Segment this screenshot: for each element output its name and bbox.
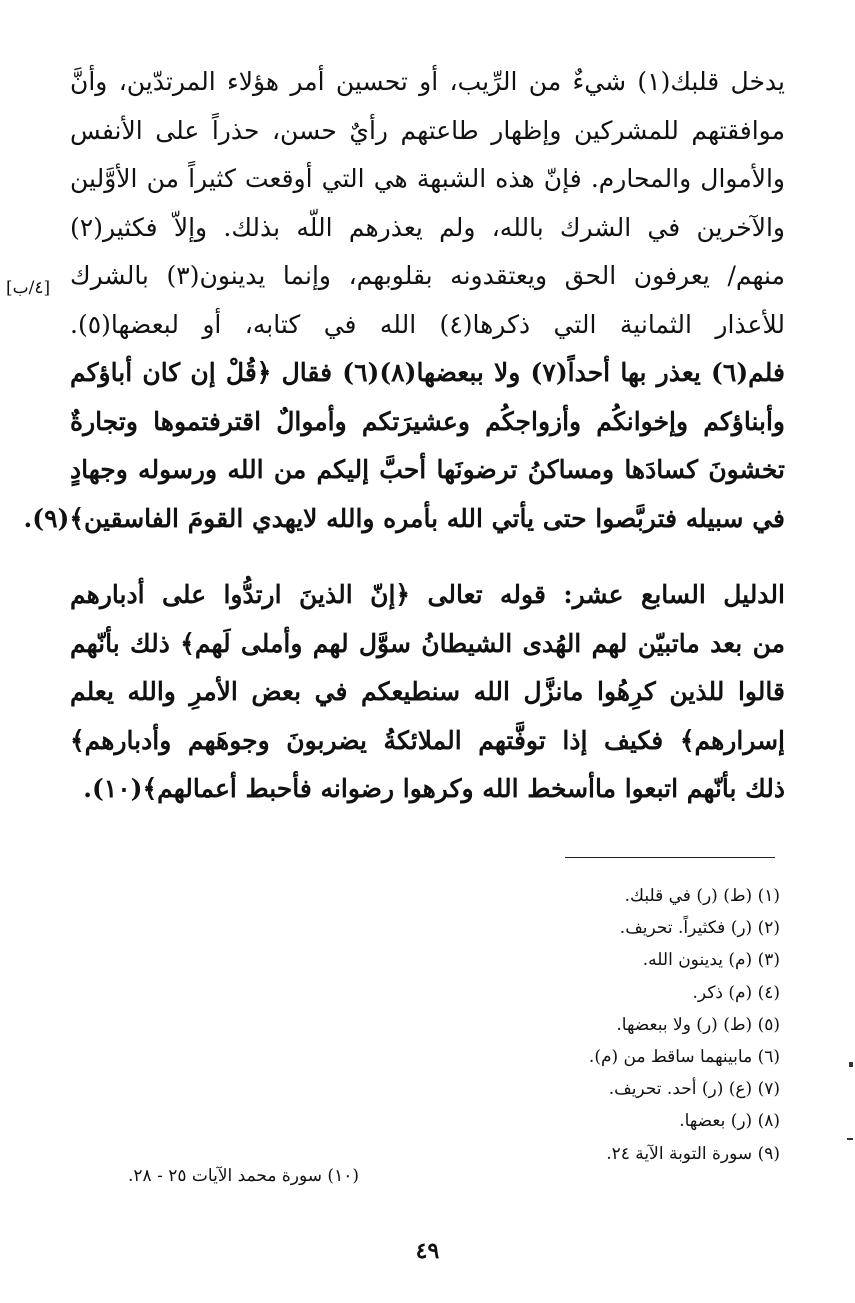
text-line-8: وأبناؤكم وإخوانكُم وأزواجكُم وعشيرَتكم وأموالٌ اقترفتموها وتجارةٌ [70, 406, 785, 436]
scan-edge-mark [847, 1138, 853, 1140]
text-line-7: فلم(٦) يعذر بها أحداً(٧) ولا ببعضها(٨)(٦) فقال ﴿قُلْ إن كان أباؤكم [70, 358, 786, 387]
paragraph-gap [70, 543, 785, 571]
text-line-2: موافقتهم للمشركين وإظهار طاعتهم رأيٌ حسن، حذراً على الأنفس [70, 115, 785, 145]
scan-edge-mark [849, 1062, 853, 1067]
text-line-11: الدليل السابع عشر: قوله تعالى ﴿إنّ الذينَ ارتدُّوا على أدبارهم [70, 580, 785, 609]
text-line-3: والأموال والمحارم. فإنّ هذه الشبهة هي التي أوقعت كثيراً من الأوَّلين [70, 164, 785, 193]
footnote-2: (٢) (ر) فكثيراً. تحريف. [619, 918, 780, 939]
page-number: ٤٩ [415, 1238, 440, 1264]
footnote-6: (٦) مابينهما ساقط من (م). [588, 1046, 780, 1067]
text-line-14: إسرارهم﴾ فكيف إذا توفَّتهم الملائكةُ يضربونَ وجوهَهم وأدبارهم﴾ [70, 725, 785, 755]
footnote-7: (٧) (ع) (ر) أحد. تحريف. [608, 1079, 780, 1100]
text-line-12: من بعد ماتبيّن لهم الهُدى الشيطانُ سوَّل لهم وأملى لَهم﴾ ذلك بأنّهم [70, 628, 785, 658]
footnote-separator [565, 857, 775, 858]
manuscript-folio-marker: [٤/ب] [6, 278, 51, 298]
footnote-3: (٣) (م) يدينون الله. [642, 950, 780, 971]
footnotes [400, 880, 780, 1170]
text-line-9: تخشونَ كسادَها ومساكنُ ترضونَها أحبَّ إليكم من الله ورسوله وجهادٍ [70, 455, 785, 484]
text-line-5: منهم/ يعرفون الحق ويعتقدونه بقلوبهم، وإنما يدينون(٣) بالشرك [70, 261, 785, 290]
footnote-5: (٥) (ط) (ر) ولا ببعضها. [616, 1014, 780, 1035]
text-line-1: يدخل قلبك(١) شيءٌ من الرِّيب، أو تحسين أمر هؤلاء المرتدّين، وأنَّ [70, 67, 785, 96]
text-line-4: والآخرين في الشرك بالله، ولم يعذرهم اللّه بذلك. وإلاّ فكثير(٢) [70, 212, 785, 242]
footnote-9: (٩) سورة التوبة الآية ٢٤. [606, 1143, 780, 1164]
footnote-8: (٨) (ر) بعضها. [679, 1111, 780, 1132]
footnote-1: (١) (ط) (ر) في قلبك. [624, 886, 780, 906]
footnote-4: (٤) (م) ذكر. [692, 982, 780, 1003]
text-line-15: ذلك بأنّهم اتبعوا ماأسخط الله وكرهوا رضوانه فأحبط أعمالهم﴾(١٠). [83, 774, 785, 803]
text-line-6: للأعذار الثمانية التي ذكرها(٤) الله في كتابه، أو لبعضها(٥). [70, 309, 785, 339]
text-line-13: قالوا للذين كرِهُوا مانزَّل الله سنطيعكم في بعض الأمرِ والله يعلم [70, 677, 785, 706]
text-line-10: في سبيله فتربَّصوا حتى يأتي الله بأمره والله لايهدي القومَ الفاسقين﴾(٩). [23, 503, 785, 533]
footnote-10: (١٠) سورة محمد الآيات ٢٥ - ٢٨. [128, 1166, 359, 1186]
